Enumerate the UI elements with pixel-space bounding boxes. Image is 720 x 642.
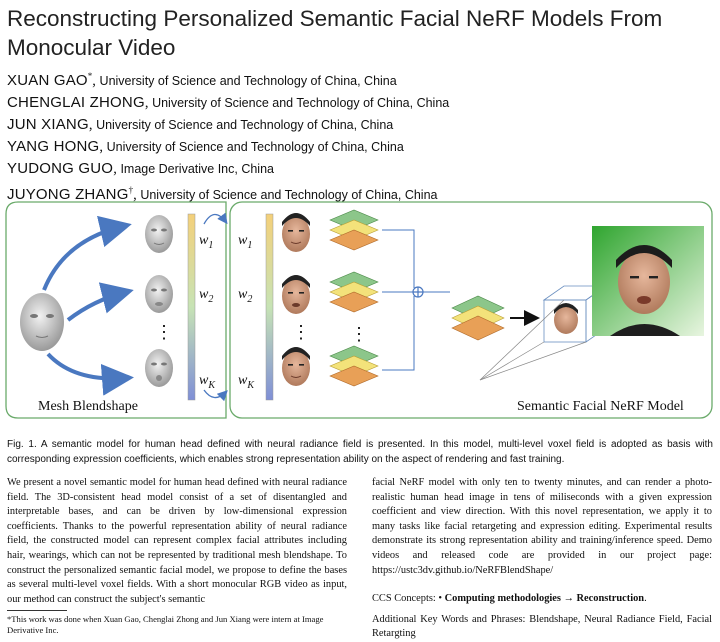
- ccs-suffix: .: [644, 593, 647, 605]
- author-affiliation: University of Science and Technology of China, China: [99, 73, 397, 88]
- author-name: JUYONG ZHANG: [7, 185, 129, 203]
- weight-label-wk-left: $w_K$: [199, 373, 216, 391]
- author-affiliation: University of Science and Technology of China, China: [106, 139, 404, 154]
- footnote: *This work was done when Xuan Gao, Chenglai Zhong and Jun Xiang were intern at Image Derivative Inc.: [7, 614, 324, 635]
- rendered-face-1: [282, 213, 310, 252]
- blendshape-head-k: [145, 349, 173, 387]
- author-line: CHENGLAI ZHONG, University of Science and Technology of China, China: [7, 93, 450, 111]
- aggregated-voxel-field: [452, 296, 504, 340]
- voxel-field-ellipsis: ⋮: [350, 324, 368, 344]
- weight-label-w2-left: $w_2$: [199, 287, 214, 305]
- arrow-to-blendshape-2: [68, 292, 126, 320]
- author-name: YANG HONG: [7, 137, 100, 155]
- paper-title: Reconstructing Personalized Semantic Facial NeRF Models From Monocular Video: [7, 6, 663, 60]
- author-line: YUDONG GUO, Image Derivative Inc, China: [7, 159, 274, 177]
- figure-caption: Fig. 1. A semantic model for human head defined with neural radiance field is presented. In this model, multi-level voxel field is adopted as basis with corresponding expression coefficients, which enables strong representation ability on the aspect of rendering and fast training.: [7, 439, 713, 465]
- ccs-concept: Computing methodologies → Reconstruction: [444, 593, 645, 605]
- author-list: [7, 66, 707, 206]
- ccs-prefix: CCS Concepts: •: [372, 593, 445, 605]
- author-line: JUYONG ZHANG†, University of Science and Technology of China, China: [7, 184, 438, 203]
- author-line: XUAN GAO*, University of Science and Technology of China, China: [7, 71, 397, 89]
- author-name: YUDONG GUO: [7, 159, 114, 177]
- rendered-face-2: [282, 275, 310, 314]
- neutral-mesh-head: [20, 293, 64, 351]
- voxel-field-k: [330, 346, 378, 386]
- aggregation-lines: [382, 230, 450, 370]
- weight-bar-right: [266, 214, 273, 400]
- voxel-field-1: [330, 210, 378, 250]
- teaser-figure: [4, 200, 714, 420]
- blendshape-head-1: [145, 215, 173, 253]
- weight-transfer-arrow-top: [204, 214, 226, 224]
- author-line: JUN XIANG, University of Science and Technology of China, China: [7, 115, 394, 133]
- author-affiliation: University of Science and Technology of China, China: [96, 117, 394, 132]
- blendshape-ellipsis: ⋮: [155, 322, 173, 342]
- abstract-left-column: We present a novel semantic model for human head defined with neural radiance field. The 3D-consistent head model consist of a set of disentangled and interpretable bases, and can be driven by low-dimensional expression coefficients. Thanks to the powerful representation ability of neural radiance field, the constructed model can represent complex facial attributes including hair, wearings, which can not be represented by traditional mesh blendshape. To construct the personalized semantic facial model, we propose to define the bases as several multi-level voxel fields. With a short monocular RGB video as input, our method can construct the subject's semantic: [7, 477, 347, 605]
- ccs-concepts: [372, 592, 712, 607]
- voxel-field-2: [330, 272, 378, 312]
- author-mark: †: [128, 184, 134, 195]
- weight-bar-left: [188, 214, 195, 400]
- author-name: XUAN GAO: [7, 71, 88, 89]
- abstract-continuation: facial NeRF model with only ten to twenty minutes, and can render a photo-realistic human head image in tens of miliseconds with a given expression coefficient and view direction. With this novel representation, we apply it to many tasks like facial retargeting and expression editing. Experimental results demonstrate its strong representation ability and training/inference speed. Demo videos and released code are provided in our project page: https://ustc3dv.github.io/NeRFBlendShape/: [372, 477, 712, 576]
- footnote-rule: [7, 610, 67, 611]
- author-affiliation: University of Science and Technology of China, China: [152, 95, 450, 110]
- output-portrait: [592, 226, 704, 336]
- author-name: JUN XIANG: [7, 115, 89, 133]
- rendered-face-ellipsis: ⋮: [292, 322, 310, 342]
- author-mark: *: [87, 71, 93, 81]
- nerf-model-label: Semantic Facial NeRF Model: [517, 399, 684, 414]
- additional-keywords: Additional Key Words and Phrases: Blendshape, Neural Radiance Field, Facial Retargting: [372, 613, 712, 640]
- weight-transfer-arrow-bottom: [204, 390, 226, 398]
- author-affiliation: Image Derivative Inc, China: [120, 161, 274, 176]
- arrow-to-blendshape-1: [44, 226, 124, 290]
- rendered-face-k: [282, 347, 310, 386]
- author-line: YANG HONG, University of Science and Technology of China, China: [7, 137, 404, 155]
- summation-node: [413, 287, 423, 297]
- weight-label-w1-right: $w_1$: [238, 233, 253, 251]
- abstract-right-column: [372, 476, 712, 642]
- blendshape-head-2: [145, 275, 173, 313]
- weight-label-w2-right: $w_2$: [238, 287, 253, 305]
- author-affiliation: University of Science and Technology of China, China: [140, 187, 438, 202]
- author-name: CHENGLAI ZHONG: [7, 93, 145, 111]
- weight-label-w1-left: $w_1$: [199, 233, 214, 251]
- weight-label-wk-right: $w_K$: [238, 373, 255, 391]
- arrow-to-blendshape-k: [48, 354, 126, 379]
- mesh-blendshape-label: Mesh Blendshape: [38, 399, 138, 414]
